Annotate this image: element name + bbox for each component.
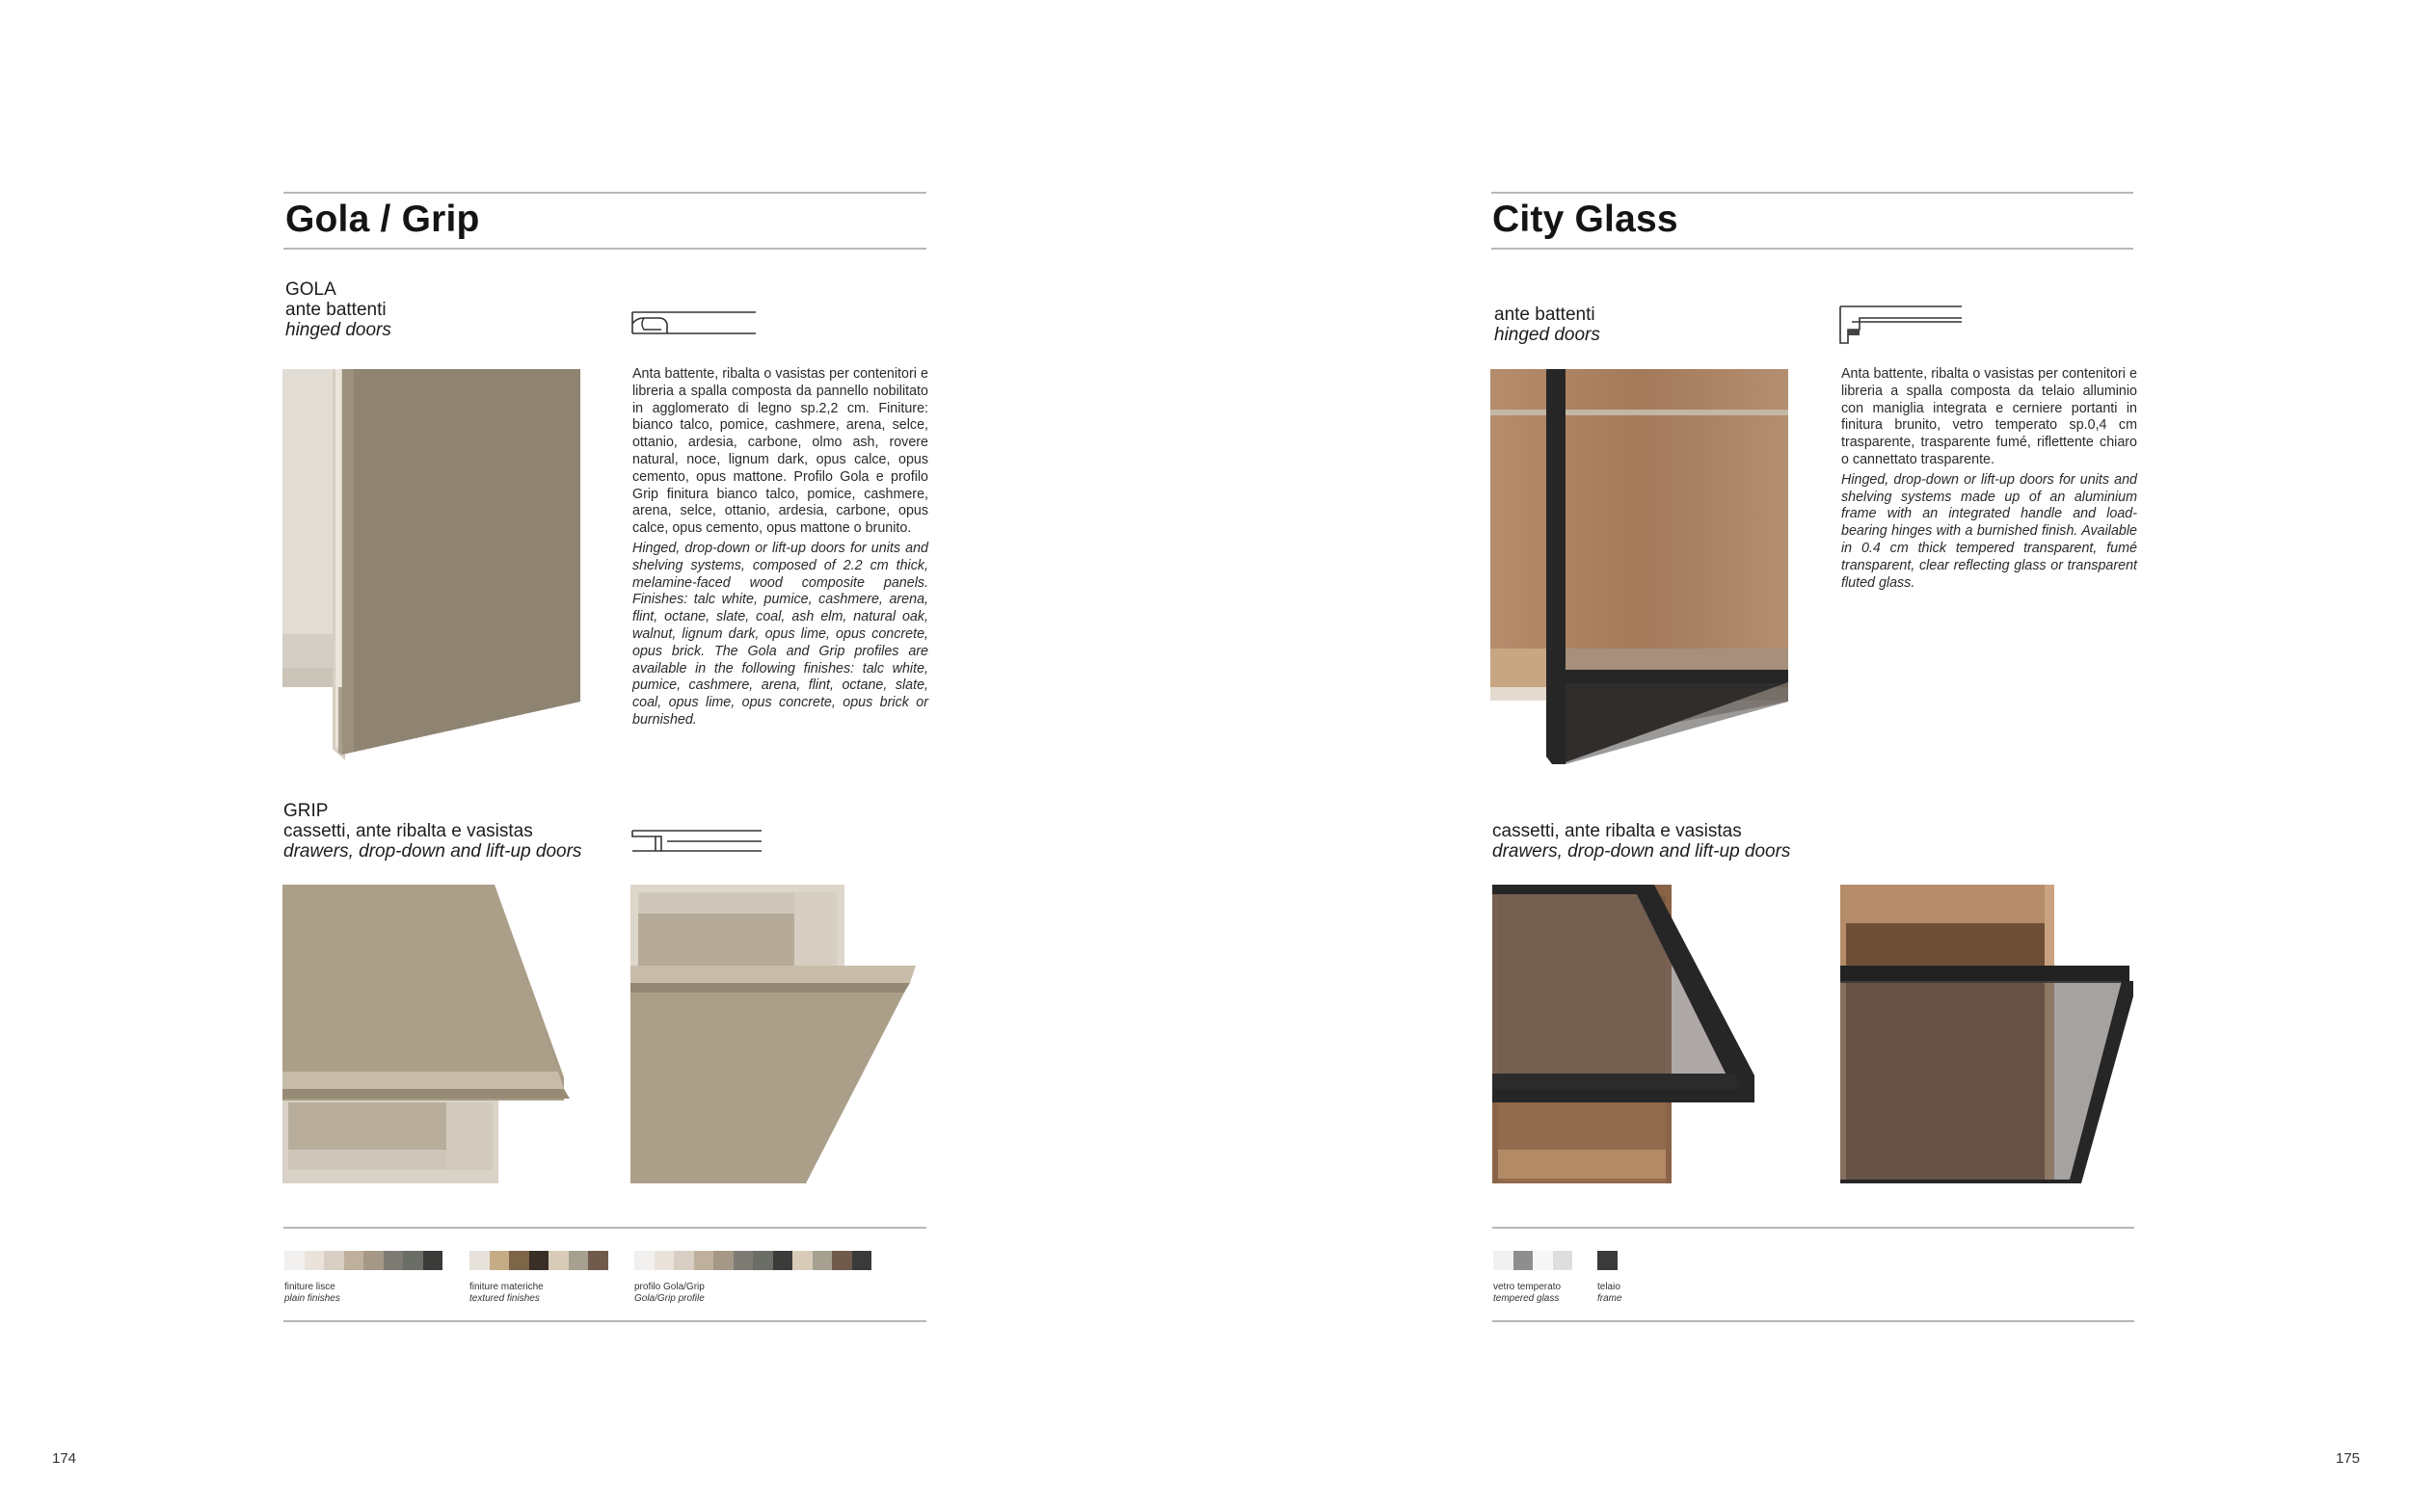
profile-finishes-label-en: Gola/Grip profile (634, 1293, 705, 1304)
plain-finishes-label-it: finiture lisce (284, 1282, 335, 1292)
right-title-rule-bottom (1491, 248, 2133, 250)
grip-label (283, 801, 581, 862)
city-glass-hinged-label-en: hinged doors (1494, 325, 1600, 345)
swatch (792, 1251, 813, 1270)
swatch (734, 1251, 754, 1270)
swatch (694, 1251, 714, 1270)
swatch (384, 1251, 404, 1270)
swatch (363, 1251, 384, 1270)
swatch (655, 1251, 675, 1270)
textured-finishes-label-en: textured finishes (469, 1293, 540, 1304)
swatch (832, 1251, 852, 1270)
city-glass-hinged-label-it: ante battenti (1494, 305, 1595, 325)
swatch (1597, 1251, 1618, 1270)
city-glass-hinged-door-image (1490, 369, 1788, 764)
swatch (713, 1251, 734, 1270)
swatch (634, 1251, 655, 1270)
right-page-title: City Glass (1492, 199, 1678, 240)
grip-drawer-image-2 (630, 885, 920, 1183)
gola-description-it: Anta battente, ribalta o vasistas per contenitori e libreria a spalla composta da pannello nobilitato in agglomerato di legno sp.2,2 cm. Finiture: bianco talco, pomice, cashmere, arena, selce, ottanio, ardesia, carbone, olmo ash, rovere natural, noce, lignum dark, opus calce, opus cemento, opus mattone. Profilo Gola e profilo Grip finitura bianco talco, pomice, cashmere, arena, selce, ottanio, ardesia, carbone, opus calce, opus cemento, opus mattone o brunito. (632, 366, 928, 537)
gola-description-en: Hinged, drop-down or lift-up doors for units and shelving systems, composed of 2.2 cm thick, melamine-faced wood composite panels. Finishes: talc white, pumice, cashmere, arena, flint, octane, slate, coal, ash elm, natural oak, walnut, lignum dark, opus lime, opus concrete, opus brick. The Gola and Grip profiles are available in the following finishes: talc white, pumice, cashmere, arena, flint, octane, slate, coal, opus lime, opus concrete, opus brick or burnished. (632, 540, 928, 728)
city-glass-drawers-label (1492, 821, 1790, 862)
plain-finishes-swatches (284, 1251, 442, 1270)
profile-finishes-label-it: profilo Gola/Grip (634, 1282, 705, 1292)
swatch (344, 1251, 364, 1270)
gola-label (285, 279, 391, 340)
tempered-glass-label-it: vetro temperato (1493, 1282, 1562, 1292)
gola-profile-diagram (630, 310, 758, 335)
swatch (549, 1251, 569, 1270)
tempered-glass-label-en: tempered glass (1493, 1293, 1560, 1304)
city-glass-drawers-label-it: cassetti, ante ribalta e vasistas (1492, 821, 1742, 841)
swatch (1513, 1251, 1534, 1270)
grip-profile-diagram (630, 828, 763, 853)
left-page-title: Gola / Grip (285, 199, 480, 240)
swatch (569, 1251, 589, 1270)
plain-finishes-caption (284, 1282, 340, 1305)
swatch (1493, 1251, 1513, 1270)
swatch (813, 1251, 833, 1270)
swatch (403, 1251, 423, 1270)
grip-name: GRIP (283, 801, 329, 821)
swatch (588, 1251, 608, 1270)
right-page-number: 175 (2336, 1450, 2361, 1467)
city-glass-drawers-label-en: drawers, drop-down and lift-up doors (1492, 841, 1791, 862)
city-glass-drawer-image-2 (1840, 885, 2135, 1183)
city-glass-hinged-label (1494, 305, 1600, 345)
swatch (305, 1251, 325, 1270)
gola-name: GOLA (285, 279, 336, 300)
right-finishes-rule-top (1492, 1227, 2134, 1229)
swatch (1553, 1251, 1573, 1270)
left-finishes-rule-top (283, 1227, 926, 1229)
swatch (529, 1251, 549, 1270)
city-glass-description (1841, 366, 2137, 595)
swatch (509, 1251, 529, 1270)
tempered-glass-swatches (1493, 1251, 1572, 1270)
profile-finishes-caption (634, 1282, 705, 1305)
left-title-rule-bottom (283, 248, 926, 250)
swatch (1533, 1251, 1553, 1270)
left-title-rule-top (283, 192, 926, 194)
grip-label-en: drawers, drop-down and lift-up doors (283, 841, 582, 862)
frame-label-en: frame (1597, 1293, 1622, 1304)
city-glass-description-en: Hinged, drop-down or lift-up doors for units and shelving systems made up of an aluminium frame with an integrated handle and load-bearing hinges with a burnished finish. Available in 0.4 cm thick tempered transparent, fumé transparent, clear reflecting glass or transparent fluted glass. (1841, 471, 2137, 591)
gola-label-it: ante battenti (285, 300, 387, 320)
swatch (423, 1251, 443, 1270)
grip-label-it: cassetti, ante ribalta e vasistas (283, 821, 533, 841)
right-finishes-rule-bottom (1492, 1320, 2134, 1322)
city-glass-profile-diagram (1838, 305, 1964, 345)
swatch (674, 1251, 694, 1270)
plain-finishes-label-en: plain finishes (284, 1293, 340, 1304)
left-page-number: 174 (52, 1450, 77, 1467)
profile-finishes-swatches (634, 1251, 871, 1270)
swatch (490, 1251, 510, 1270)
textured-finishes-caption (469, 1282, 544, 1305)
swatch (324, 1251, 344, 1270)
grip-drawer-image-1 (282, 885, 572, 1183)
gola-label-en: hinged doors (285, 320, 391, 340)
textured-finishes-label-it: finiture materiche (469, 1282, 544, 1292)
gola-hinged-door-image (282, 369, 580, 760)
city-glass-drawer-image-1 (1492, 885, 1787, 1183)
swatch (284, 1251, 305, 1270)
frame-swatches (1597, 1251, 1618, 1270)
swatch (753, 1251, 773, 1270)
right-title-rule-top (1491, 192, 2133, 194)
swatch (852, 1251, 872, 1270)
frame-label-it: telaio (1597, 1282, 1620, 1292)
swatch (469, 1251, 490, 1270)
swatch (773, 1251, 793, 1270)
frame-caption (1597, 1282, 1622, 1305)
gola-description (632, 366, 928, 732)
city-glass-description-it: Anta battente, ribalta o vasistas per contenitori e libreria a spalla composta da telaio alluminio con maniglia integrata e cerniere portanti in finitura brunito, vetro temperato sp.0,4 cm trasparente, trasparente fumé, riflettente chiaro o cannettato trasparente. (1841, 366, 2137, 467)
left-finishes-rule-bottom (283, 1320, 926, 1322)
textured-finishes-swatches (469, 1251, 608, 1270)
tempered-glass-caption (1493, 1282, 1561, 1305)
